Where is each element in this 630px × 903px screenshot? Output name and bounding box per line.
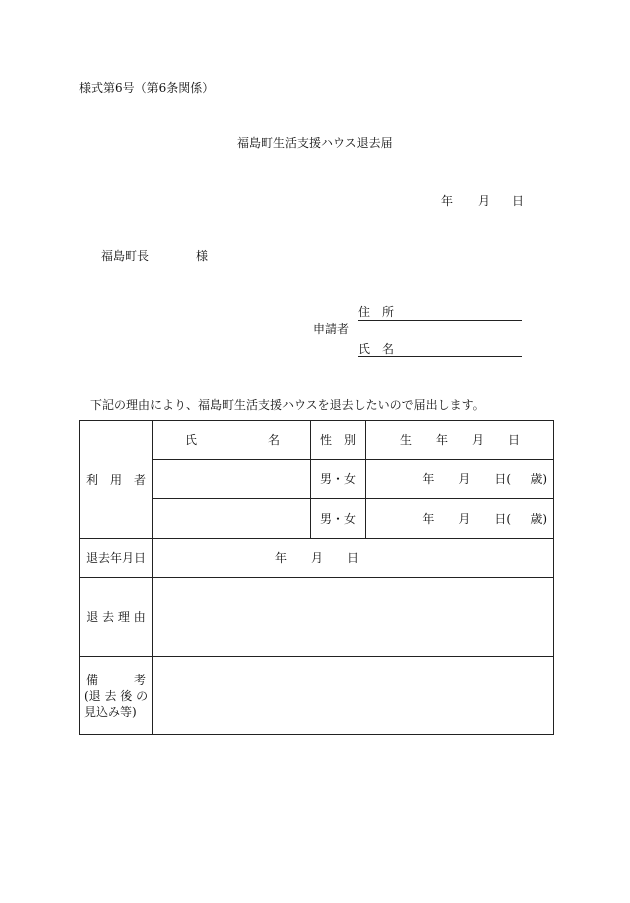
name-underline[interactable]: [358, 356, 522, 357]
reason-row: [80, 578, 554, 657]
move-out-date-field[interactable]: [153, 539, 554, 578]
user-1-birth-cell[interactable]: [366, 460, 554, 499]
move-out-date-label-cell: [80, 539, 153, 578]
reason-label: 退 去 理 由: [86, 610, 146, 624]
birth-header-birth: 生: [400, 433, 413, 447]
remarks-label-1: 備: [86, 672, 99, 687]
birth-header-cell: [366, 421, 554, 460]
remarks-note: (退 去 後 の: [84, 688, 149, 703]
addressee-name: 福島町長: [101, 249, 150, 263]
remarks-label-cell: [80, 657, 153, 735]
user-1-year: 年: [422, 472, 435, 486]
remarks-field[interactable]: [153, 657, 554, 735]
user-2-age: 歳): [530, 511, 547, 526]
user-2-name-field[interactable]: [153, 499, 311, 539]
user-2-sex: 男・女: [319, 511, 356, 526]
user-1-day: 日(: [494, 472, 511, 486]
user-1-age: 歳): [530, 472, 547, 486]
birth-header-day: 日: [508, 433, 521, 447]
user-1-name-field[interactable]: [153, 460, 311, 499]
user-2-year: 年: [422, 511, 435, 526]
form-number: 様式第6号（第6条関係）: [79, 81, 215, 95]
move-out-date-label: 退去年月日: [85, 551, 146, 565]
user-2-month: 月: [458, 511, 471, 526]
user-2-sex-cell[interactable]: [311, 499, 366, 539]
remarks-row: [80, 657, 554, 735]
birth-header-year: 年: [436, 433, 449, 447]
header-row: [80, 421, 554, 460]
date-year: 年: [441, 194, 454, 208]
user-label: 利 用 者: [85, 472, 146, 487]
move-out-year: 年: [275, 551, 288, 565]
intro-text: 下記の理由により、福島町生活支援ハウスを退去したいので届出します。: [90, 398, 485, 412]
move-out-day: 日: [347, 551, 360, 565]
address-label: 住 所: [358, 305, 395, 319]
date-day: 日: [512, 194, 525, 208]
document-title: 福島町生活支援ハウス退去届: [237, 136, 393, 150]
remarks-label-2: 考: [133, 672, 146, 687]
move-out-form-table: [79, 420, 554, 735]
user-label-cell: [80, 421, 153, 539]
move-out-month: 月: [311, 551, 324, 565]
addressee-honorific: 様: [196, 249, 209, 263]
remarks-label-line: [80, 672, 152, 688]
remarks-note-2: 見込み等): [84, 704, 137, 719]
birth-header-month: 月: [472, 433, 485, 447]
reason-label-cell: [80, 578, 153, 657]
user-1-sex-cell[interactable]: [311, 460, 366, 499]
name-header-1: 氏: [185, 433, 198, 447]
address-underline[interactable]: [358, 320, 522, 321]
user-2-day: 日(: [494, 511, 511, 526]
user-1-sex: 男・女: [319, 472, 356, 486]
sex-header-cell: [311, 421, 366, 460]
applicant-label: 申請者: [313, 322, 350, 336]
move-out-date-row: [80, 539, 554, 578]
user-1-month: 月: [458, 472, 471, 486]
name-header-cell: [153, 421, 311, 460]
user-2-birth-cell[interactable]: [366, 499, 554, 539]
sex-header: 性 別: [319, 433, 356, 447]
name-header-2: 名: [267, 433, 280, 447]
reason-field[interactable]: [153, 578, 554, 657]
name-label: 氏 名: [358, 342, 395, 356]
date-month: 月: [478, 194, 491, 208]
